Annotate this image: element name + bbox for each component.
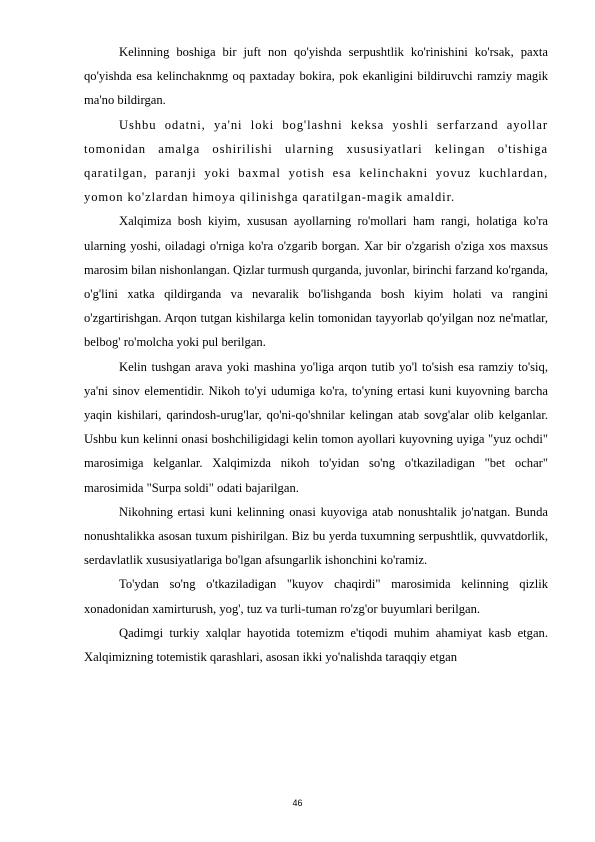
paragraph-3: Xalqimiza bosh kiyim, xususan ayollarning ro'mollari ham rangi, holatiga ko'ra ularning yoshi, oiladagi o'rniga ko'ra o'zgarib borgan. Xar bir o'zgarish o'ziga xos maxsus marosim bilan nishonlangan. Qizlar turmush qurganda, juvonlar, birinchi farzand ko'rganda, o'g'lini xatka qildirganda va nevaralik bo'lishganda bosh kiyim holati va rangini o'zgartirishgan. Arqon tutgan kishilarga kelin tomonidan tayyorlab qo'yilgan noz ne'matlar, belbog' ro'molcha yoki pul berilgan.: [84, 214, 549, 350]
page-number: 46: [292, 798, 303, 808]
body-text: [84, 40, 548, 669]
paragraph-1: Kelinning boshiga bir juft non qo'yishda serpushtlik ko'rinishini ko'rsak, paxta qo'yishda esa kelinchaknmg oq paxtaday bokira, pok ekanligini bildiruvchi ramziy magik ma'no bildirgan.: [84, 45, 548, 108]
paragraph-7: Qadimgi turkiy xalqlar hayotida totemizm e'tiqodi muhim ahamiyat kasb etgan. Xalqimizning totemistik qarashlari, asosan ikki yo'nalishda taraqqiy etgan: [84, 625, 548, 665]
paragraph-2: Ushbu odatni, ya'ni loki bog'lashni keksa yoshli serfarzand ayollar tomonidan amalga oshirilishi ularning xususiyatlari kelingan o'tishiga qaratilgan, paranji yoki baxmal yotish esa kelinchakni yovuz kuchlardan, yomon ko'zlardan himoya qilinishga qaratilgan-magik amaldir.: [84, 117, 548, 205]
paragraph-6: To'ydan so'ng o'tkaziladigan "kuyov chaqirdi" marosimida kelinning qizlik xonadonidan xamirturush, yog', tuz va turli-tuman ro'zg'or buyumlari berilgan.: [84, 577, 548, 616]
paragraph-5: Nikohning ertasi kuni kelinning onasi kuyoviga atab nonushtalik jo'natgan. Bunda nonushtalikka asosan tuxum pishirilgan. Biz bu yerda tuxumning serpushtlik, quvvatdorlik, serdavlatlik xususiyatlariga bo'lgan afsungarlik ishonchini ko'ramiz.: [84, 504, 548, 568]
paragraph-4: Kelin tushgan arava yoki mashina yo'liga arqon tutib yo'l to'sish esa ramziy to'siq, ya'ni sinov elementidir. Nikoh to'yi udumiga ko'ra, to'yning ertasi kuni kuyovning barcha yaqin kishilari, qarindosh-urug'lar, qo'ni-qo'shnilar kelingan atab sovg'alar olib kelganlar. Ushbu kun kelinni onasi boshchiligidagi kelin tomon ayollari kuyovning uyiga "yuz ochdi" marosimiga kelganlar. Xalqimizda nikoh to'yidan so'ng o'tkaziladigan "bet ochar" marosimida "Surpa soldi" odati bajarilgan.: [84, 359, 548, 495]
